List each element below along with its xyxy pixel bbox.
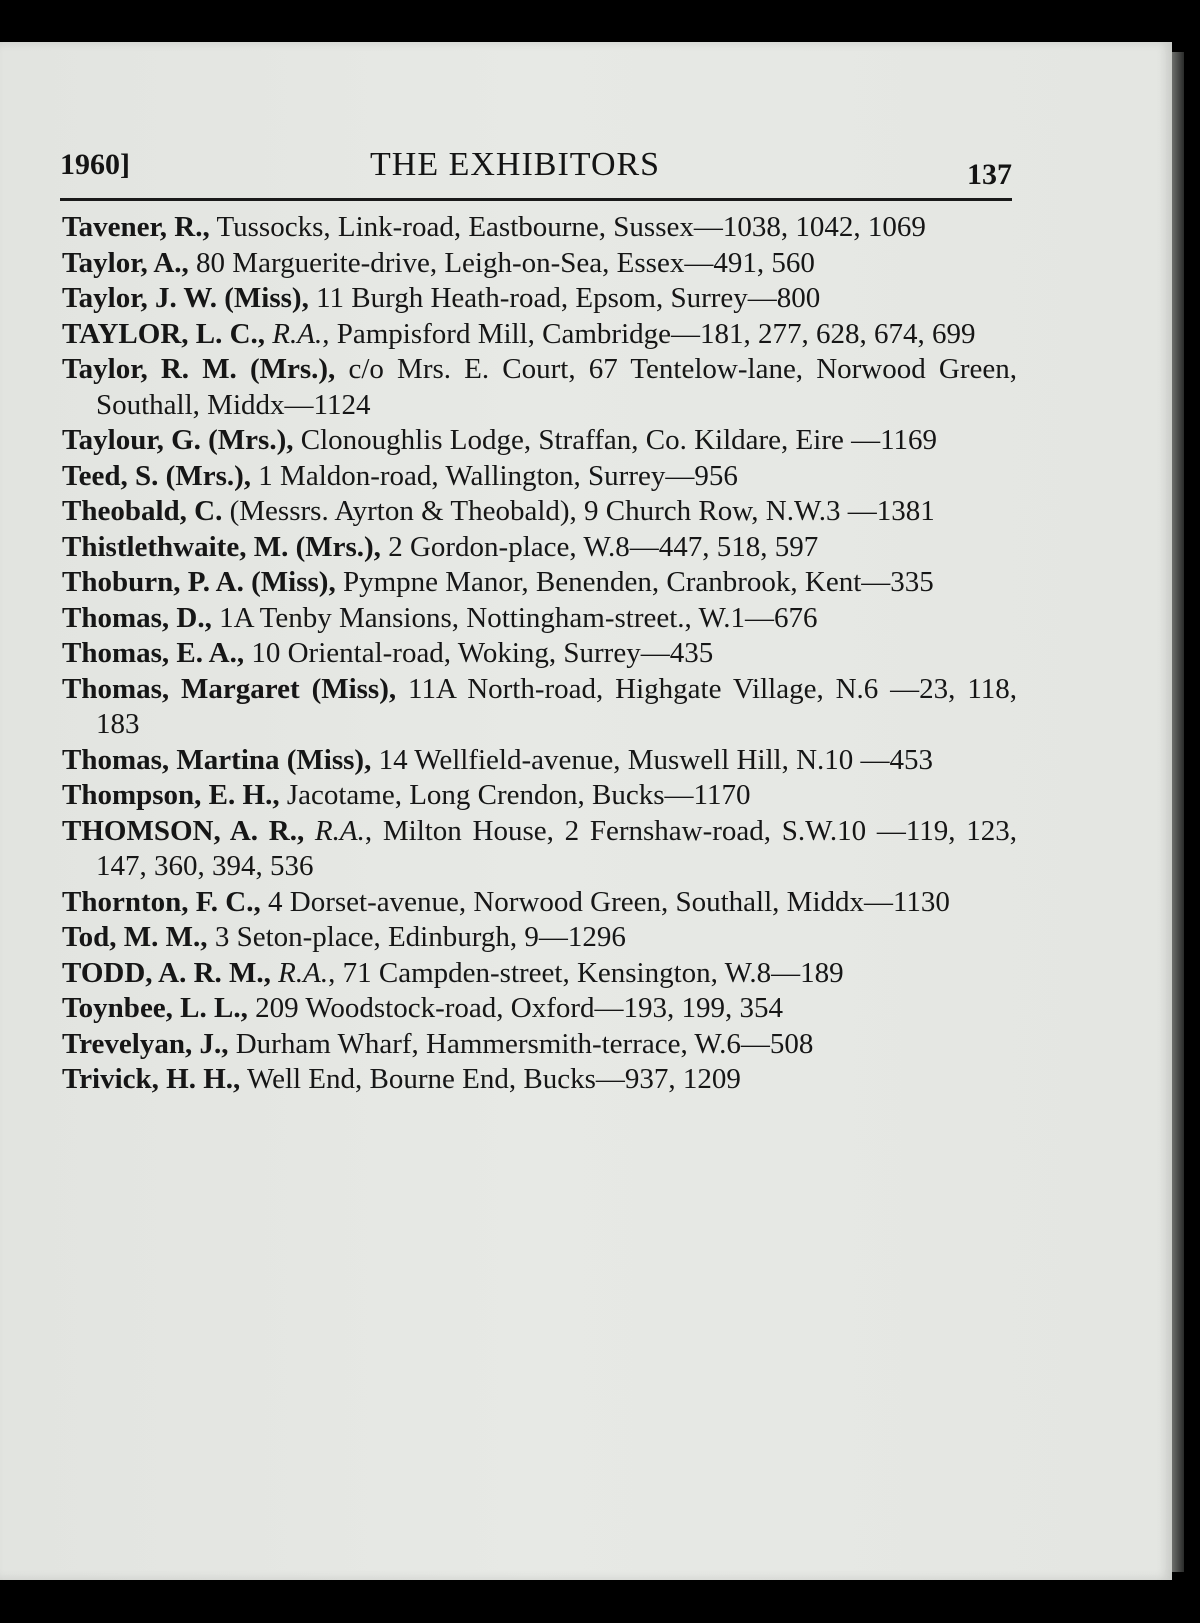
exhibitor-entry xyxy=(62,636,1017,672)
exhibitor-details: , 71 Campden-street, Kensington, W.8—189 xyxy=(328,956,844,989)
exhibitor-entry xyxy=(62,494,1017,530)
exhibitor-details: (Messrs. Ayrton & Theobald), 9 Church Row, N.W.3 —1381 xyxy=(222,495,935,527)
exhibitor-name: Taylor, J. W. (Miss), xyxy=(62,282,309,314)
exhibitor-entry xyxy=(62,423,1017,459)
header-title: THE EXHIBITORS xyxy=(370,146,661,183)
exhibitor-entry xyxy=(62,317,1017,353)
exhibitor-details: 1 Maldon-road, Wallington, Surrey—956 xyxy=(251,459,738,492)
exhibitor-name: Thomas, D., xyxy=(62,601,212,634)
exhibitor-title: R.A. xyxy=(270,956,329,989)
exhibitor-entry xyxy=(62,459,1017,495)
exhibitor-title: R.A. xyxy=(304,814,365,847)
exhibitor-details: Pympne Manor, Benenden, Cranbrook, Kent—335 xyxy=(335,566,934,598)
exhibitor-details: 10 Oriental-road, Woking, Surrey—435 xyxy=(244,637,714,669)
exhibitor-details: 3 Seton-place, Edinburgh, 9—1296 xyxy=(207,921,626,953)
exhibitor-name: Trivick, H. H., xyxy=(62,1063,241,1095)
page-edge xyxy=(1172,52,1184,1572)
exhibitor-name: Tavener, R., xyxy=(62,211,210,243)
exhibitor-name: Toynbee, L. L., xyxy=(62,992,248,1024)
exhibitor-title: R.A. xyxy=(265,317,323,350)
exhibitor-details: 1A Tenby Mansions, Nottingham-street., W.1—676 xyxy=(211,601,818,634)
exhibitor-details: Well End, Bourne End, Bucks—937, 1209 xyxy=(240,1063,741,1095)
exhibitor-list xyxy=(62,210,1017,1098)
exhibitor-name: Taylour, G. (Mrs.), xyxy=(62,424,294,456)
exhibitor-name: Tod, M. M., xyxy=(62,921,208,953)
exhibitor-entry xyxy=(62,814,1017,885)
exhibitor-name: Thistlethwaite, M. (Mrs.), xyxy=(62,530,381,563)
exhibitor-name: TODD, A. R. M., xyxy=(62,956,271,989)
exhibitor-details: Jacotame, Long Crendon, Bucks—1170 xyxy=(279,779,751,811)
exhibitor-details: , Pampisford Mill, Cambridge—181, 277, 628, 674, 699 xyxy=(322,317,976,350)
header-year: 1960] xyxy=(60,148,130,181)
exhibitor-entry xyxy=(62,210,1017,246)
exhibitor-entry xyxy=(62,1027,1017,1063)
exhibitor-name: TAYLOR, L. C., xyxy=(62,317,266,350)
header-rule xyxy=(60,198,1012,201)
exhibitor-name: Thornton, F. C., xyxy=(62,885,261,918)
exhibitor-entry xyxy=(62,778,1017,814)
exhibitor-entry xyxy=(62,530,1017,566)
exhibitor-details: , Milton House, 2 Fernshaw-road, S.W.10 —119, 123, 147, 360, 394, 536 xyxy=(96,814,1017,882)
exhibitor-details: 4 Dorset-avenue, Norwood Green, Southall, Middx—1130 xyxy=(260,885,950,918)
exhibitor-entry xyxy=(62,281,1017,317)
exhibitor-entry xyxy=(62,565,1017,601)
exhibitor-name: Thomas, Margaret (Miss), xyxy=(62,672,397,705)
exhibitor-details: Durham Wharf, Hammersmith-terrace, W.6—508 xyxy=(228,1027,814,1060)
exhibitor-entry xyxy=(62,672,1017,743)
exhibitor-entry xyxy=(62,352,1017,423)
exhibitor-name: THOMSON, A. R., xyxy=(62,814,305,847)
exhibitor-details: 11A North-road, Highgate Village, N.6 —23, 118, 183 xyxy=(96,672,1017,740)
exhibitor-details: c/o Mrs. E. Court, 67 Tentelow-lane, Norwood Green, Southall, Middx—1124 xyxy=(96,353,1017,421)
page-number: 137 xyxy=(967,158,1012,191)
exhibitor-entry xyxy=(62,601,1017,637)
exhibitor-details: 11 Burgh Heath-road, Epsom, Surrey—800 xyxy=(308,282,821,314)
exhibitor-entry xyxy=(62,956,1017,992)
exhibitor-entry xyxy=(62,246,1017,282)
exhibitor-name: Thoburn, P. A. (Miss), xyxy=(62,566,336,598)
exhibitor-name: Trevelyan, J., xyxy=(62,1027,229,1060)
exhibitor-entry xyxy=(62,920,1017,956)
exhibitor-details: Tussocks, Link-road, Eastbourne, Sussex—1038, 1042, 1069 xyxy=(209,211,926,243)
exhibitor-name: Teed, S. (Mrs.), xyxy=(62,459,252,492)
exhibitor-name: Theobald, C. xyxy=(62,495,223,527)
exhibitor-name: Thomas, E. A., xyxy=(62,637,245,669)
running-header xyxy=(60,148,1012,196)
exhibitor-details: 14 Wellfield-avenue, Muswell Hill, N.10 —453 xyxy=(371,743,934,776)
exhibitor-name: Taylor, R. M. (Mrs.), xyxy=(62,353,336,385)
exhibitor-entry xyxy=(62,743,1017,779)
exhibitor-entry xyxy=(62,885,1017,921)
exhibitor-name: Taylor, A., xyxy=(62,246,189,279)
exhibitor-details: 80 Marguerite-drive, Leigh-on-Sea, Essex—491, 560 xyxy=(188,246,815,279)
exhibitor-entry xyxy=(62,1062,1017,1098)
exhibitor-details: Clonoughlis Lodge, Straffan, Co. Kildare, Eire —1169 xyxy=(293,424,938,456)
exhibitor-details: 209 Woodstock-road, Oxford—193, 199, 354 xyxy=(247,992,784,1024)
exhibitor-details: 2 Gordon-place, W.8—447, 518, 597 xyxy=(380,530,819,563)
exhibitor-entry xyxy=(62,991,1017,1027)
exhibitor-name: Thompson, E. H., xyxy=(62,779,280,811)
exhibitor-name: Thomas, Martina (Miss), xyxy=(62,743,372,776)
